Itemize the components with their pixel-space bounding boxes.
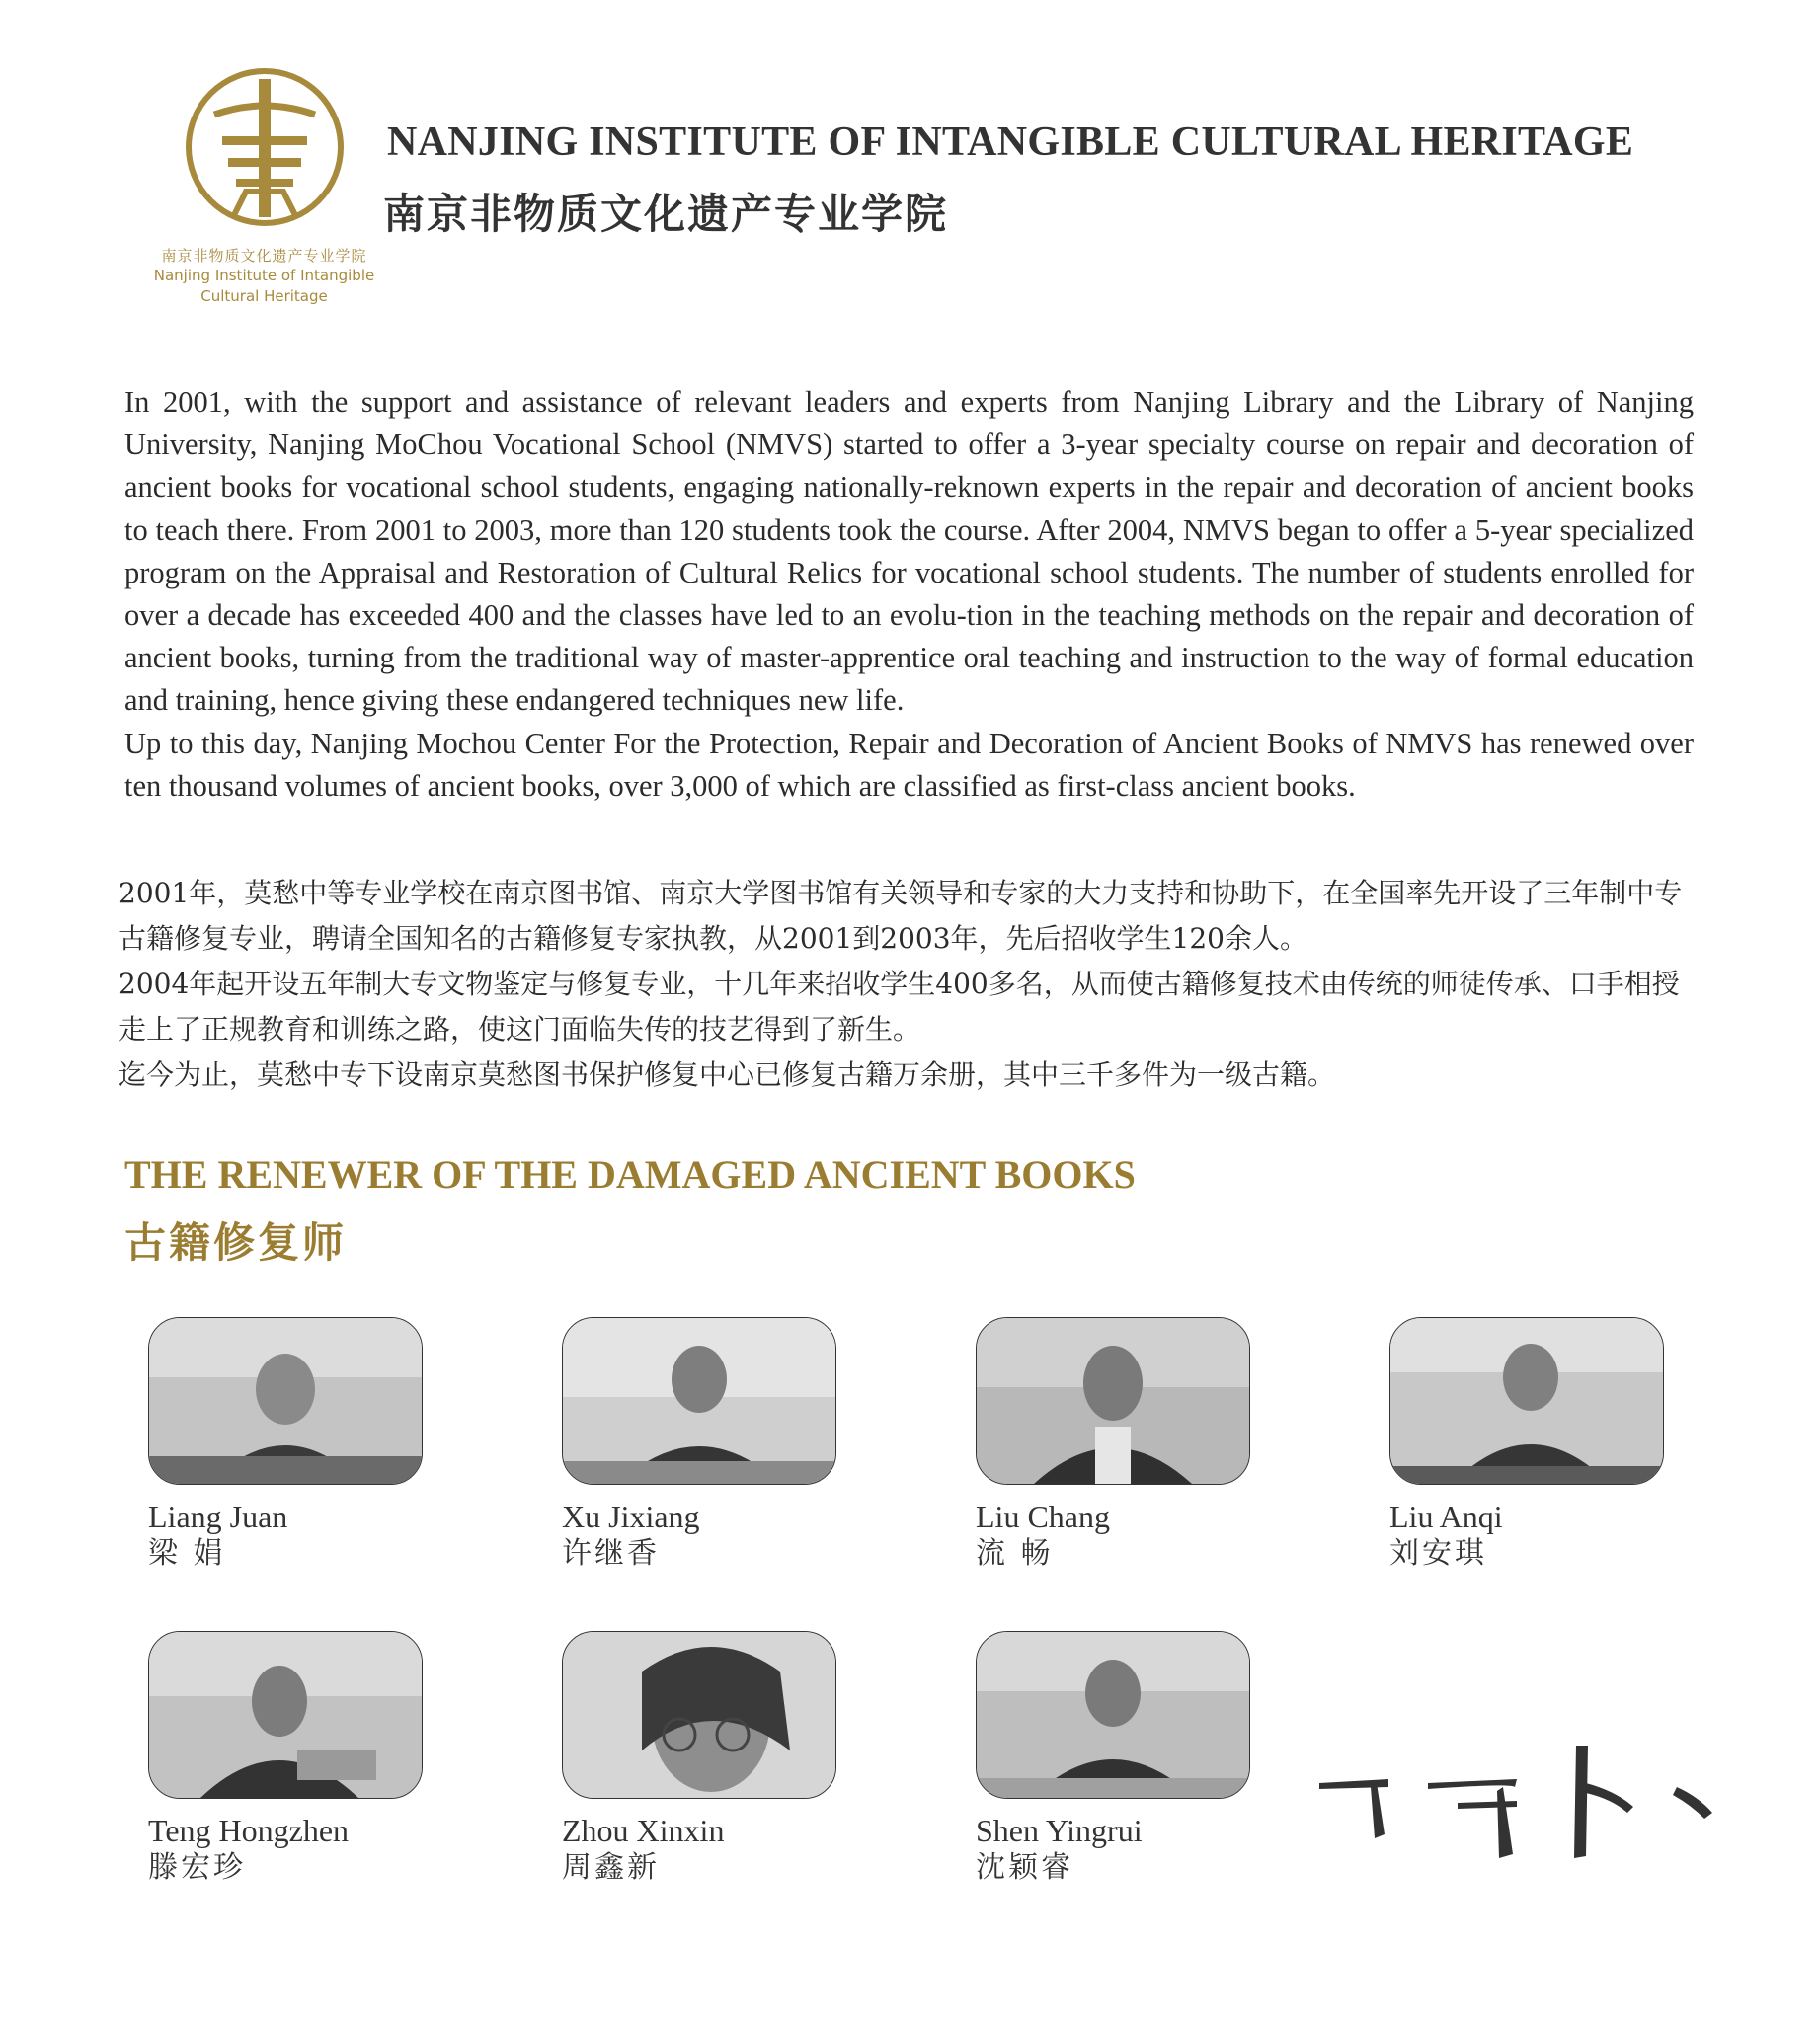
logo-caption-en-line1: Nanjing Institute of Intangible (153, 267, 375, 284)
person-name-cn: 周鑫新 (562, 1850, 660, 1885)
person-card (562, 1631, 838, 1888)
section-title-cn: 古籍修复师 (124, 1218, 348, 1267)
intro-cn-paragraph-1: 2001年，莫愁中等专业学校在南京图书馆、南京大学图书馆有关领导和专家的大力支持和协助下，在全国率先开设了三年制中专古籍修复专业，聘请全国知名的古籍修复专家执教，从2001到2003年，先后招收学生120余人。 (119, 877, 1683, 955)
intro-en-paragraph-1: In 2001, with the support and assistance of relevant leaders and experts from Nanjing Library and the Library of Nanjing University, Nanjing MoChou Vocational School (NMVS) started to offer a 3-year specialty course on repair and decoration of ancient books for vocational school students, engaging nationally-reknown experts in the repair and decoration of ancient books to teach there. From 2001 to 2003, more than 120 students took the course. After 2004, NMVS began to offer a 5-year specialized program on the Appraisal and Restoration of Cultural Relics for vocational school students. The number of students enrolled for over a decade has exceeded 400 and the classes have led to an evolu-tion in the teaching methods on the repair and decoration of ancient books, turning from the traditional way of master-apprentice oral teaching and instruction to the way of formal education and training, hence giving these endangered techniques new life. (124, 385, 1694, 718)
person-name-en: Shen Yingrui (976, 1813, 1143, 1848)
person-card (148, 1631, 425, 1888)
institute-logo (143, 67, 385, 307)
person-card (148, 1317, 425, 1574)
person-photo (976, 1317, 1250, 1485)
person-name-en: Teng Hongzhen (148, 1813, 350, 1848)
institute-emblem-icon (185, 67, 345, 227)
person-name-cn: 刘安琪 (1389, 1536, 1487, 1571)
person-card (562, 1317, 838, 1574)
person-name-cn: 滕宏珍 (148, 1850, 246, 1885)
person-card (976, 1317, 1252, 1574)
person-photo (148, 1317, 423, 1485)
logo-caption-en-line2: Cultural Heritage (200, 287, 328, 305)
person-name-cn: 沈颖睿 (976, 1850, 1073, 1885)
person-name-cn: 许继香 (562, 1536, 660, 1571)
person-photo (1389, 1317, 1664, 1485)
calligraphy-decoration-icon (1319, 1744, 1734, 1862)
intro-en-paragraph-2: Up to this day, Nanjing Mochou Center For the Protection, Repair and Decoration of Ancient Books of NMVS has renewed over ten thousand volumes of ancient books, over 3,000 of which are classified as first-class ancient books. (124, 726, 1694, 803)
logo-caption-cn: 南京非物质文化遗产专业学院 (161, 247, 367, 265)
person-name-en: Xu Jixiang (562, 1499, 700, 1534)
page-title-cn: 南京非物质文化遗产专业学院 (383, 190, 949, 238)
page-title-en: NANJING INSTITUTE OF INTANGIBLE CULTURAL HERITAGE (387, 119, 1634, 165)
person-name-en: Liu Anqi (1389, 1499, 1503, 1534)
person-photo (976, 1631, 1250, 1799)
person-photo (562, 1631, 836, 1799)
person-name-cn: 梁 娟 (148, 1536, 226, 1571)
person-card (976, 1631, 1252, 1888)
person-card (1389, 1317, 1666, 1574)
section-title-en: THE RENEWER OF THE DAMAGED ANCIENT BOOKS (124, 1152, 1136, 1197)
intro-cn-paragraph-2: 2004年起开设五年制大专文物鉴定与修复专业，十几年来招收学生400多名，从而使古籍修复技术由传统的师徒传承、口手相授走上了正规教育和训练之路，使这门面临失传的技艺得到了新生。 (119, 968, 1680, 1046)
person-photo (562, 1317, 836, 1485)
intro-cn-paragraph-3: 迄今为止，莫愁中专下设南京莫愁图书保护修复中心已修复古籍万余册，其中三千多件为一级古籍。 (119, 1058, 1336, 1091)
person-name-en: Liu Chang (976, 1499, 1110, 1534)
person-name-en: Zhou Xinxin (562, 1813, 725, 1848)
intro-english (124, 381, 1694, 808)
intro-chinese (119, 871, 1697, 1098)
person-name-en: Liang Juan (148, 1499, 288, 1534)
person-photo (148, 1631, 423, 1799)
person-name-cn: 流 畅 (976, 1536, 1054, 1571)
